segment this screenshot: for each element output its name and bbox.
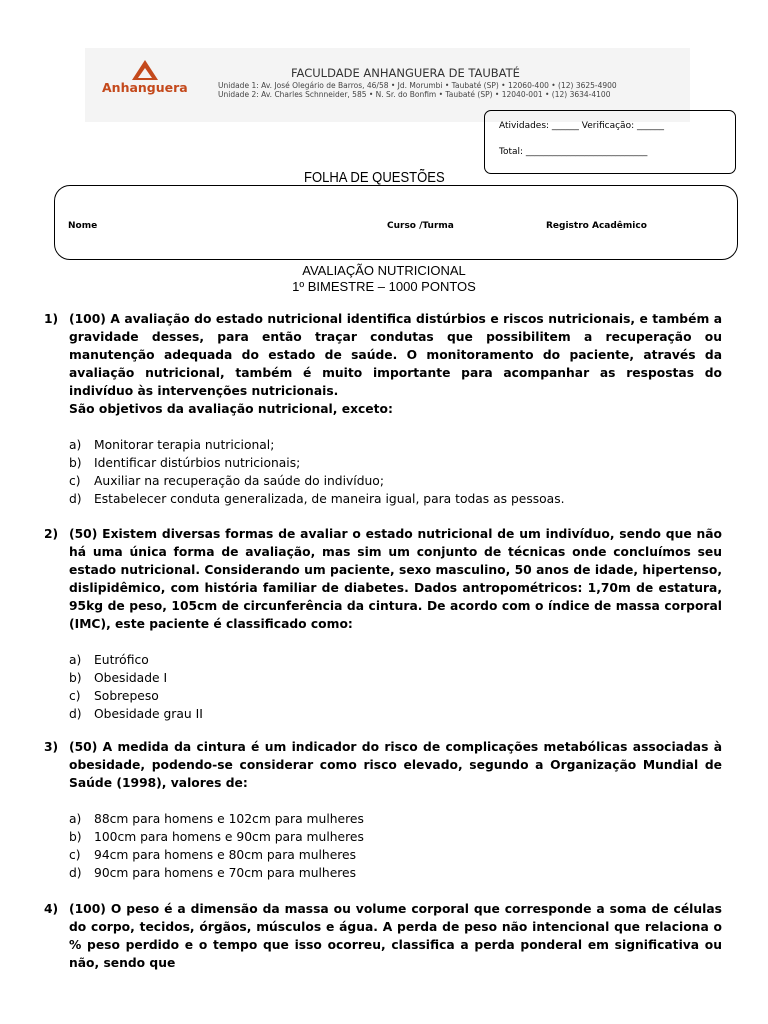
question-1 [44,310,722,508]
question-4 [44,900,722,972]
course-label: Curso /Turma [387,221,454,231]
question-3 [44,738,722,882]
score-total-line: Total: ___________________________ [499,147,648,157]
exam-subtitle: 1º BIMESTRE – 1000 PONTOS [292,279,476,294]
option-a: a) Monitorar terapia nutricional; [69,438,275,452]
option-a: a) Eutrófico [69,653,149,667]
option-c: c) Sobrepeso [69,689,159,703]
institution-unit-2: Unidade 2: Av. Charles Schnneider, 585 • N. Sr. do Bonfim • Taubaté (SP) • 12040-001 • (12) 3634-4100 [218,90,611,99]
option-b: b) Identificar distúrbios nutricionais; [69,456,301,470]
institution-name: FACULDADE ANHANGUERA DE TAUBATÉ [291,66,520,80]
option-a: a) 88cm para homens e 102cm para mulheres [69,812,364,826]
question-number: 3) [44,740,59,754]
logo-text: Anhanguera [102,80,188,95]
score-activities-line: Atividades: ______ Verificação: ______ [499,121,664,131]
question-body: (100) O peso é a dimensão da massa ou volume corporal que corresponde a soma de células do corpo, tecidos, órgãos, músculos e água. A perda de peso não intencional que relaciona o % peso perdido e o tempo que isso ocorreu, classifica a perda ponderal em significativa ou não, sendo que [69,902,722,970]
option-d: d) Estabelecer conduta generalizada, de maneira igual, para todas as pessoas. [69,492,565,506]
exam-title: AVALIAÇÃO NUTRICIONAL [302,263,466,278]
student-id-box [54,185,738,260]
question-body: (50) Existem diversas formas de avaliar o estado nutricional de um indivíduo, sendo que não há uma única forma de avaliação, mas sim um conjunto de técnicas onde concluímos seu estado nutricional. Considerando um paciente, sexo masculino, 50 anos de idade, hipertenso, dislipidêmico, com história familiar de diabetes. Dados antropométricos: 1,70m de estatura, 95kg de peso, 105cm de circunferência da cintura. De acordo com o índice de massa corporal (IMC), este paciente é classificado como: [69,527,722,631]
question-prompt: São objetivos da avaliação nutricional, exceto: [69,402,393,416]
option-d: d) Obesidade grau II [69,707,203,721]
name-label: Nome [68,221,98,231]
option-b: b) 100cm para homens e 90cm para mulheres [69,830,364,844]
option-d: d) 90cm para homens e 70cm para mulheres [69,866,357,880]
option-c: c) Auxiliar na recuperação da saúde do indivíduo; [69,474,384,488]
option-c: c) 94cm para homens e 80cm para mulheres [69,848,357,862]
question-number: 1) [44,312,59,326]
institution-unit-1: Unidade 1: Av. José Olegário de Barros, 46/58 • Jd. Morumbi • Taubaté (SP) • 12060-400 • (12) 3625-4900 [218,81,617,90]
question-number: 4) [44,902,59,916]
question-number: 2) [44,527,59,541]
registry-label: Registro Acadêmico [546,221,647,231]
question-body: (50) A medida da cintura é um indicador do risco de complicações metabólicas associadas à obesidade, podendo-se considerar como risco elevado, segundo a Organização Mundial de Saúde (1998), valores de: [69,740,722,790]
option-b: b) Obesidade I [69,671,168,685]
score-box [484,110,736,174]
sheet-title: FOLHA DE QUESTÕES [304,170,445,186]
question-2 [44,525,722,723]
question-body: (100) A avaliação do estado nutricional identifica distúrbios e riscos nutricionais, e também a gravidade desses, para então traçar condutas que possibilitem a recuperação ou manutenção adequada do estado de saúde. O monitoramento do paciente, através da avaliação nutricional, também é muito importante para acompanhar as respostas do indivíduo às intervenções nutricionais. [69,312,722,398]
